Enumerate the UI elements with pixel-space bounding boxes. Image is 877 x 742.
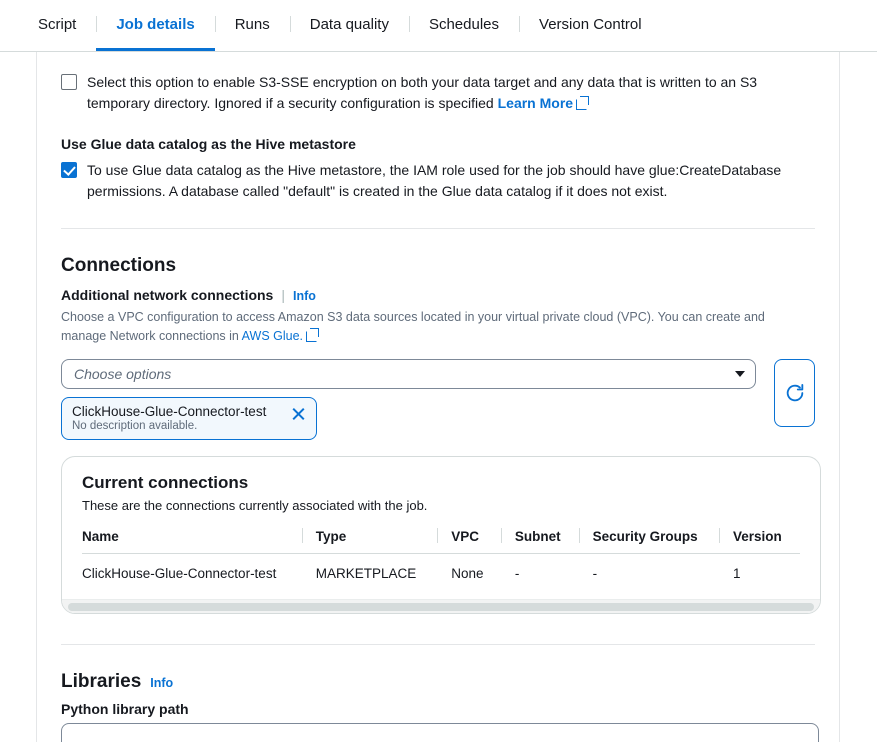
token-text-group bbox=[72, 404, 266, 432]
tab-bar bbox=[0, 0, 877, 52]
section-divider-2 bbox=[61, 644, 815, 645]
tab-label: Script bbox=[38, 15, 77, 33]
connections-description-text: Choose a VPC configuration to access Amazon S3 data sources located in your virtual private cloud (VPC). You can create and manage Network connections in bbox=[61, 310, 765, 343]
tab-label: Data quality bbox=[309, 15, 389, 33]
s3-sse-label bbox=[87, 72, 802, 114]
scrollbar-thumb[interactable] bbox=[68, 603, 814, 611]
column-header-type: Type bbox=[302, 525, 438, 554]
hive-metastore-option-row bbox=[61, 160, 815, 202]
python-library-path-input[interactable] bbox=[61, 723, 819, 742]
table-horizontal-scrollbar[interactable] bbox=[62, 599, 820, 613]
tab-label: Job details bbox=[116, 15, 195, 33]
table-header-row bbox=[82, 525, 800, 554]
hive-metastore-checkbox[interactable] bbox=[61, 162, 77, 178]
column-header-version: Version bbox=[719, 525, 800, 554]
connections-select-column bbox=[61, 359, 756, 440]
aws-glue-link[interactable]: AWS Glue. bbox=[241, 329, 304, 343]
libraries-header bbox=[61, 671, 815, 693]
connections-section-title: Connections bbox=[61, 255, 177, 276]
external-link-icon bbox=[306, 329, 318, 341]
tab-label: Runs bbox=[234, 15, 270, 33]
selected-connection-token[interactable] bbox=[61, 397, 317, 440]
refresh-icon bbox=[784, 382, 806, 404]
table-row[interactable] bbox=[82, 554, 800, 594]
current-connections-card bbox=[61, 456, 821, 614]
tab-job-details[interactable] bbox=[96, 0, 214, 51]
current-connections-title: Current connections bbox=[82, 473, 249, 492]
connections-multiselect[interactable] bbox=[61, 359, 756, 389]
tab-label: Schedules bbox=[428, 15, 500, 33]
hive-metastore-heading: Use Glue data catalog as the Hive metastore bbox=[61, 136, 356, 152]
job-details-form bbox=[36, 52, 840, 742]
s3-sse-option-row bbox=[61, 72, 815, 114]
chevron-down-icon bbox=[735, 371, 745, 377]
hive-metastore-label: To use Glue data catalog as the Hive metastore, the IAM role used for the job should have glue:CreateDatabase permissions. A database called "default" is created in the Glue data catalog if it does not exist. bbox=[87, 162, 782, 199]
column-header-vpc: VPC bbox=[437, 525, 501, 554]
libraries-info-link[interactable]: Info bbox=[150, 676, 174, 690]
libraries-title: Libraries bbox=[61, 671, 142, 692]
python-library-path-label: Python library path bbox=[61, 701, 189, 717]
cell-type: MARKETPLACE bbox=[315, 566, 417, 581]
tab-data-quality[interactable] bbox=[290, 0, 409, 51]
cell-subnet: - bbox=[514, 566, 520, 581]
tab-script[interactable] bbox=[18, 0, 96, 51]
token-name: ClickHouse-Glue-Connector-test bbox=[72, 404, 267, 419]
connections-description bbox=[61, 308, 801, 346]
tab-runs[interactable] bbox=[215, 0, 290, 51]
current-connections-subtitle: These are the connections currently associated with the job. bbox=[82, 498, 428, 513]
tab-version-control[interactable] bbox=[519, 0, 662, 51]
s3-sse-text: Select this option to enable S3-SSE encryption on both your data target and any data that is written to an S3 temporary directory. Ignored if a security configuration is specified bbox=[87, 74, 758, 111]
column-header-name: Name bbox=[82, 525, 302, 554]
connections-multiselect-placeholder: Choose options bbox=[74, 366, 172, 382]
connections-info-link[interactable]: Info bbox=[293, 289, 316, 303]
learn-more-link[interactable]: Learn More bbox=[497, 95, 574, 111]
external-link-icon bbox=[576, 97, 588, 109]
content-scroll-area bbox=[0, 52, 877, 742]
section-divider bbox=[61, 228, 815, 229]
additional-network-connections-label: Additional network connections bbox=[61, 287, 274, 303]
tab-label: Version Control bbox=[539, 15, 642, 33]
additional-network-connections-label-row bbox=[61, 287, 815, 303]
cell-version: 1 bbox=[732, 566, 741, 581]
table-header bbox=[82, 525, 800, 554]
table-body bbox=[82, 554, 800, 594]
refresh-connections-button[interactable] bbox=[774, 359, 815, 427]
connections-select-row bbox=[61, 359, 815, 440]
cell-security-groups: - bbox=[592, 566, 598, 581]
close-icon[interactable] bbox=[290, 406, 306, 422]
token-description: No description available. bbox=[72, 420, 198, 432]
tab-schedules[interactable] bbox=[409, 0, 519, 51]
cell-name: ClickHouse-Glue-Connector-test bbox=[82, 566, 277, 581]
s3-sse-checkbox[interactable] bbox=[61, 74, 77, 90]
current-connections-table bbox=[82, 525, 800, 593]
cell-vpc: None bbox=[451, 566, 484, 581]
label-separator: | bbox=[281, 287, 285, 303]
column-header-security-groups: Security Groups bbox=[579, 525, 719, 554]
column-header-subnet: Subnet bbox=[501, 525, 579, 554]
